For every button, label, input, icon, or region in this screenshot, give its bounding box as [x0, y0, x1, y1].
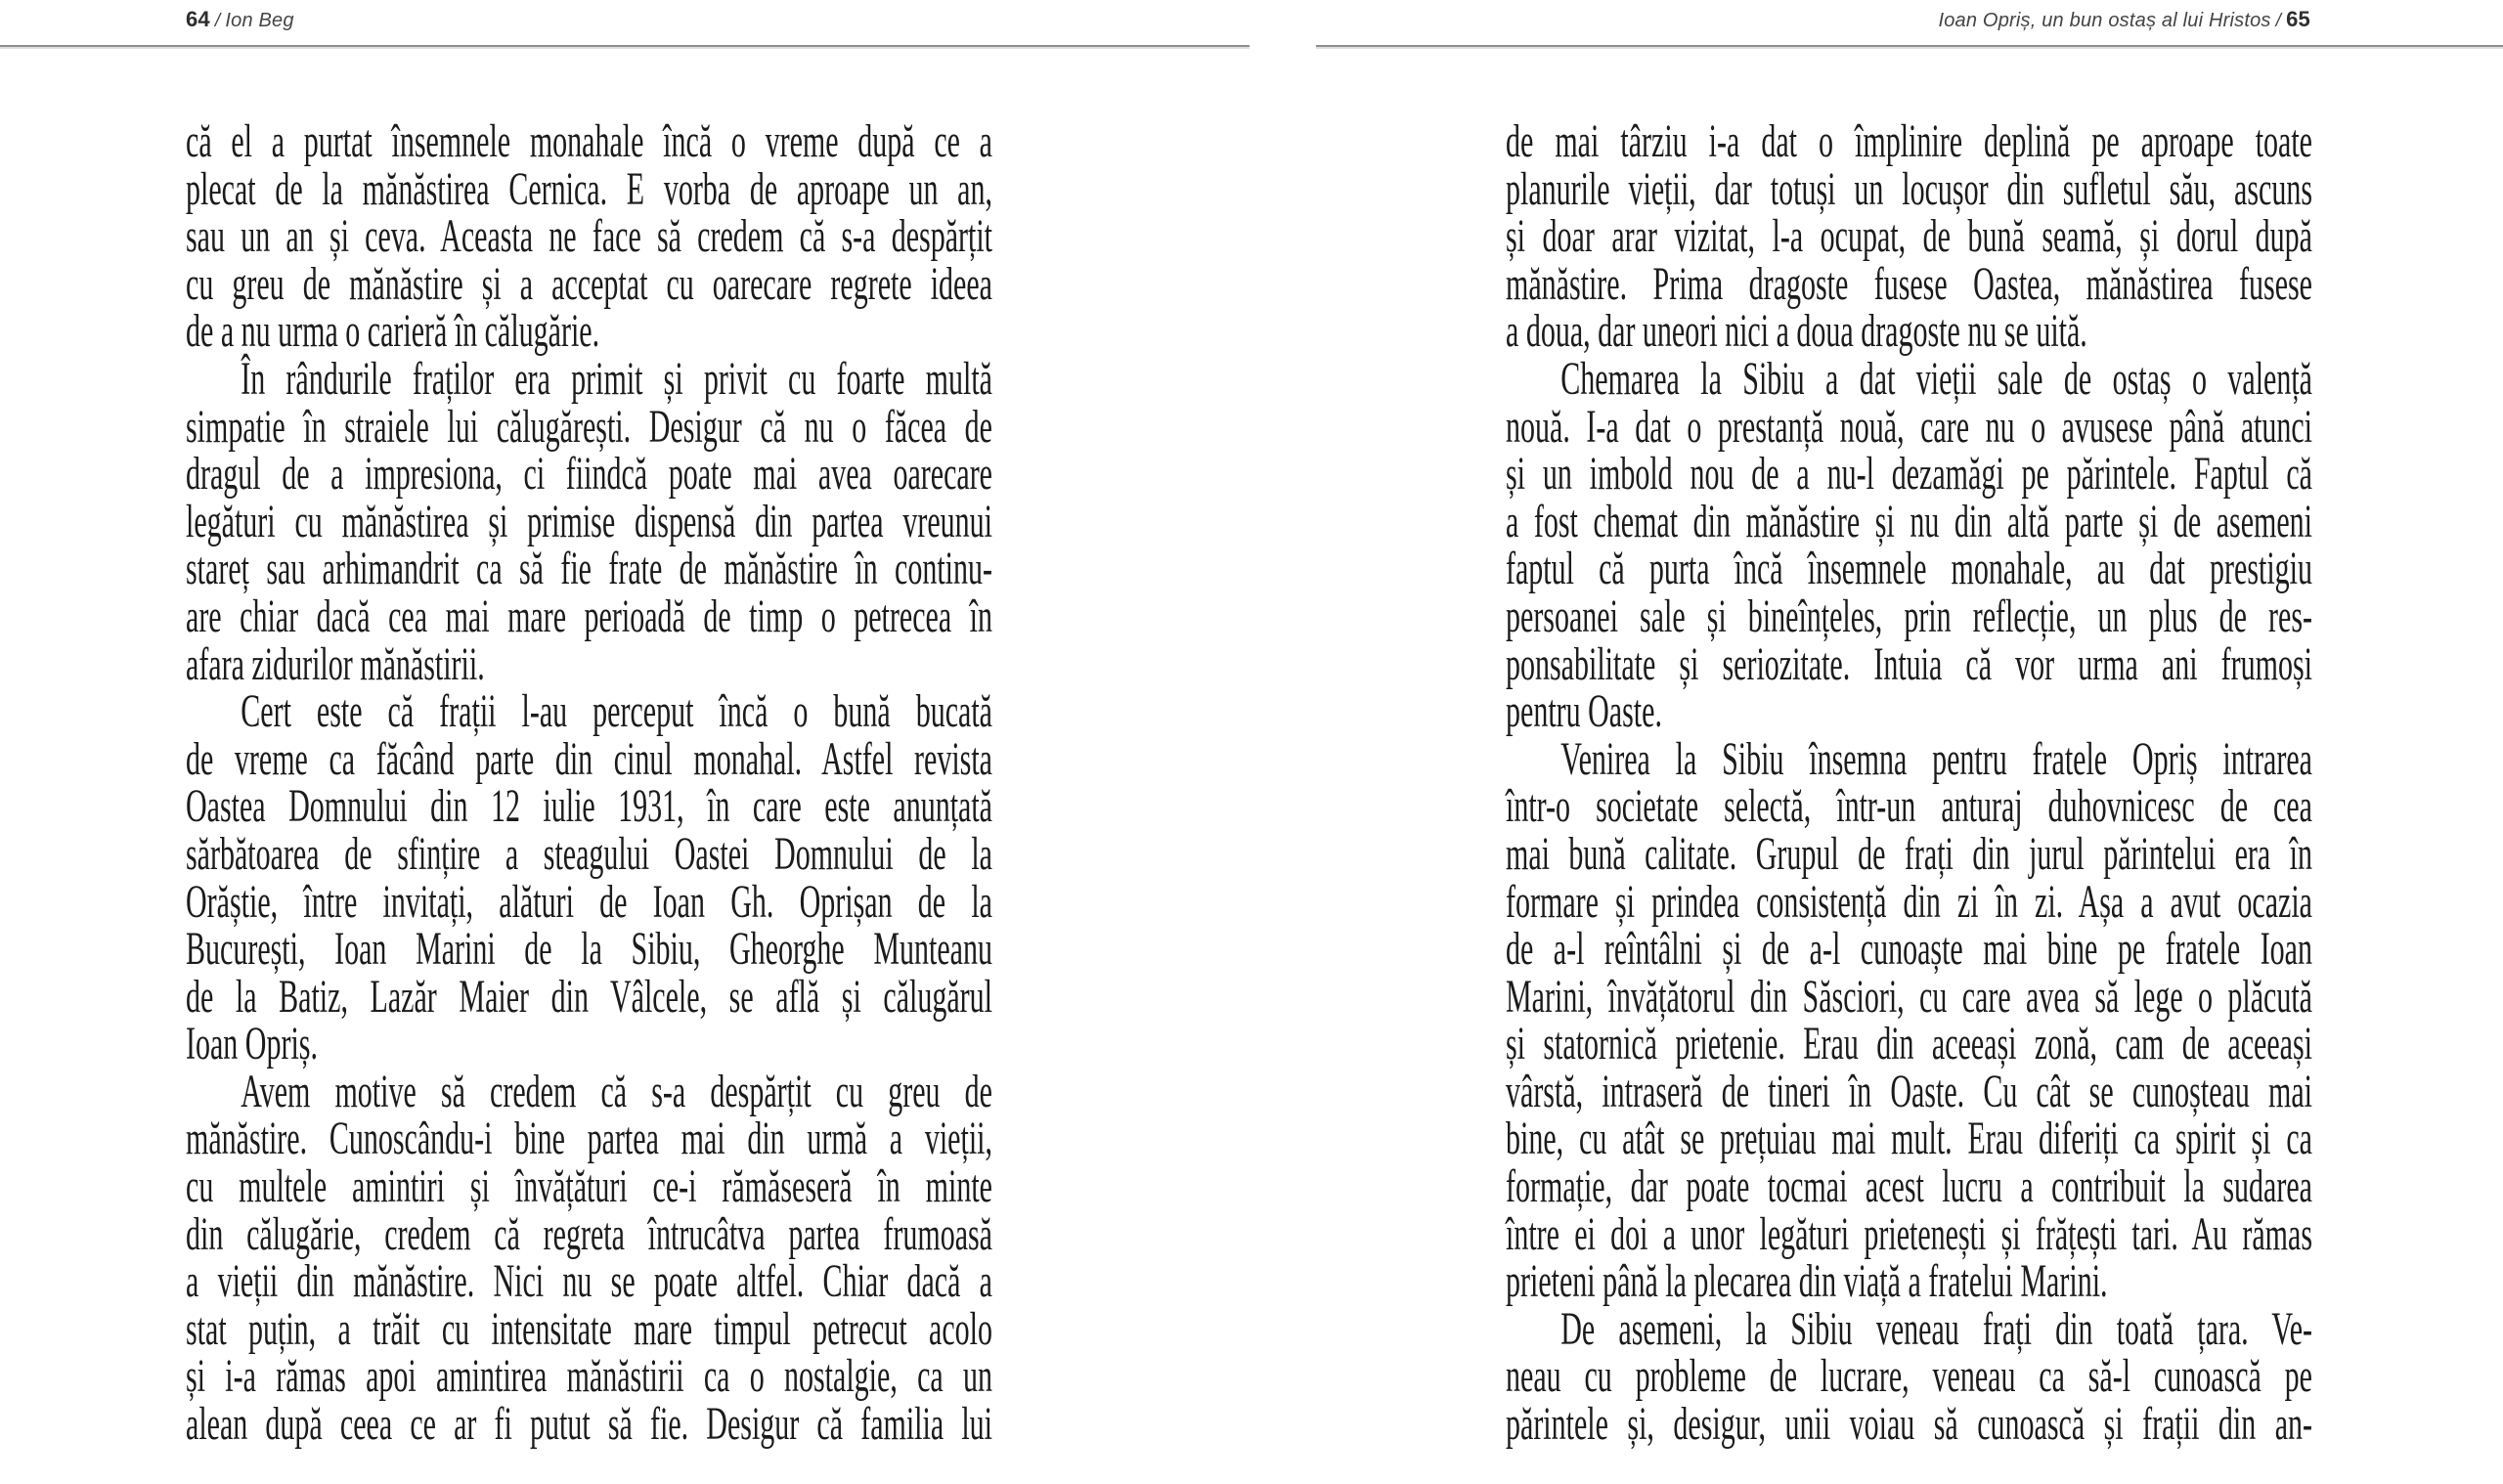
text-line: între ei doi a unor legături prietenești și frățești tari. Au rămas — [1506, 1207, 2312, 1260]
text-line: de la Batiz, Lazăr Maier din Vâlcele, se află și călugărul — [186, 970, 992, 1023]
text-line: și statornică prietenie. Erau din aceeași zonă, cam de aceeași — [1506, 1018, 2312, 1070]
text-line: a doua, dar uneori nici a doua dragoste nu se uită. — [1506, 305, 2087, 358]
text-line: Orăștie, între invitați, alături de Ioan Gh. Oprișan de la — [186, 875, 992, 928]
text-line: planurile vieții, dar totuși un locușor din sufletul său, ascuns — [1506, 162, 2312, 215]
text-line: De asemeni, la Sibiu veneau frați din toată țara. Ve- — [1560, 1302, 2312, 1355]
text-line: că el a purtat însemnele monahale încă o vreme după ce a — [186, 115, 992, 167]
text-line: persoanei sale și bineînțeles, prin reflecție, un plus de res- — [1506, 589, 2312, 642]
text-line: faptul că purta încă însemnele monahale, au dat prestigiu — [1506, 543, 2312, 595]
text-column-left — [186, 115, 1476, 1451]
text-line: bine, cu atât se prețuiau mai mult. Erau diferiți ca spirit și ca — [1506, 1113, 2312, 1165]
text-line: Cert este că frații l-au perceput încă o bună bucată — [241, 685, 992, 738]
text-column-right — [1506, 115, 2503, 1451]
text-line: Chemarea la Sibiu a dat vieții sale de ostaș o valență — [1560, 352, 2312, 405]
text-line: și doar arar vizitat, l-a ocupat, de bună seamă, și dorul după — [1506, 210, 2312, 263]
text-line: simpatie în straiele lui călugărești. Desigur că nu o făcea de — [186, 400, 992, 453]
text-line: pentru Oaste. — [1506, 685, 1662, 738]
text-line: plecat de la mănăstirea Cernica. E vorba de aproape un an, — [186, 162, 992, 215]
text-line: stat puțin, a trăit cu intensitate mare timpul petrecut acolo — [186, 1302, 992, 1355]
running-head-right — [1938, 7, 2310, 32]
text-line: Venirea la Sibiu însemna pentru fratele Opriș intrarea — [1560, 732, 2312, 785]
text-line: În rândurile fraților era primit și privit cu foarte multă — [241, 352, 992, 405]
text-line: alean după ceea ce ar fi putut să fie. Desigur că familia lui — [186, 1398, 992, 1451]
text-line: legături cu mănăstirea și primise dispensă din partea vreunui — [186, 495, 992, 547]
running-head-separator-right: / — [2275, 11, 2282, 31]
text-line: mănăstire. Cunoscându-i bine partea mai din urmă a vieții, — [186, 1113, 992, 1165]
text-line: are chiar dacă cea mai mare perioadă de timp o petrecea în — [186, 589, 992, 642]
header-rule-left — [0, 45, 1250, 47]
text-line: cu multele amintiri și învățături ce-i rămăseseră în minte — [186, 1160, 992, 1213]
running-head-separator-left: / — [214, 11, 221, 31]
text-line: București, Ioan Marini de la Sibiu, Gheorghe Munteanu — [186, 923, 992, 976]
page-number-left: 64 — [186, 7, 210, 31]
text-line: a fost chemat din mănăstire și nu din altă parte și de asemeni — [1506, 495, 2312, 547]
text-line: de vreme ca făcând parte din cinul monahal. Astfel revista — [186, 732, 992, 785]
page-number-right: 65 — [2286, 7, 2310, 31]
text-line: de a-l reîntâlni și de a-l cunoaște mai bine pe fratele Ioan — [1506, 923, 2312, 976]
text-line: vârstă, intraseră de tineri în Oaste. Cu cât se cunoșteau mai — [1506, 1065, 2312, 1117]
text-line: prieteni până la plecarea din viață a fratelui Marini. — [1506, 1255, 2108, 1308]
text-line: de a nu urma o carieră în călugărie. — [186, 305, 600, 358]
text-line: Marini, învățătorul din Săsciori, cu care avea să lege o plăcută — [1506, 970, 2312, 1023]
text-line: de mai târziu i-a dat o împlinire deplină pe aproape toate — [1506, 115, 2312, 167]
running-title-right: Ioan Opriș, un bun ostaș al lui Hristos — [1938, 10, 2271, 31]
text-line: neau cu probleme de lucrare, veneau ca să-l cunoască pe — [1506, 1350, 2312, 1403]
text-line: din călugărie, credem că regreta întrucâtva partea frumoasă — [186, 1207, 992, 1260]
running-title-left: Ion Beg — [225, 10, 294, 31]
text-line: cu greu de mănăstire și a acceptat cu oarecare regrete ideea — [186, 257, 992, 310]
text-line: dragul de a impresiona, ci fiindcă poate mai avea oarecare — [186, 448, 992, 501]
text-line: Oastea Domnului din 12 iulie 1931, în care este anunțată — [186, 780, 992, 833]
text-line: sărbătoarea de sfințire a steagului Oastei Domnului de la — [186, 827, 992, 880]
text-line: și i-a rămas apoi amintirea mănăstirii ca o nostalgie, ca un — [186, 1350, 992, 1403]
text-line: mai bună calitate. Grupul de frați din jurul părintelui era în — [1506, 827, 2312, 880]
text-line: sau un an și ceva. Aceasta ne face să credem că s-a despărțit — [186, 210, 992, 263]
text-line: ponsabilitate și seriozitate. Intuia că vor urma ani frumoși — [1506, 637, 2312, 690]
text-line: și un imbold nou de a nu-l dezamăgi pe părintele. Faptul că — [1506, 448, 2312, 501]
text-line: Avem motive să credem că s-a despărțit cu greu de — [241, 1065, 992, 1117]
text-line: nouă. I-a dat o prestanță nouă, care nu o avusese până atunci — [1506, 400, 2312, 453]
text-line: formare și prindea consistență din zi în zi. Așa a avut ocazia — [1506, 875, 2312, 928]
text-line: afara zidurilor mănăstirii. — [186, 637, 485, 690]
text-line: mănăstire. Prima dragoste fusese Oastea, mănăstirea fusese — [1506, 257, 2312, 310]
running-head-left — [186, 7, 294, 32]
text-line: într-o societate selectă, într-un anturaj duhovnicesc de cea — [1506, 780, 2312, 833]
text-line: a vieții din mănăstire. Nici nu se poate altfel. Chiar dacă a — [186, 1255, 992, 1308]
text-line: părintele și, desigur, unii voiau să cunoască și frații din an- — [1506, 1398, 2312, 1451]
text-line: stareț sau arhimandrit ca să fie frate de mănăstire în continu- — [186, 543, 992, 595]
text-line: formație, dar poate tocmai acest lucru a contribuit la sudarea — [1506, 1160, 2312, 1213]
header-rule-right — [1316, 45, 2503, 47]
text-line: Ioan Opriș. — [186, 1018, 318, 1070]
